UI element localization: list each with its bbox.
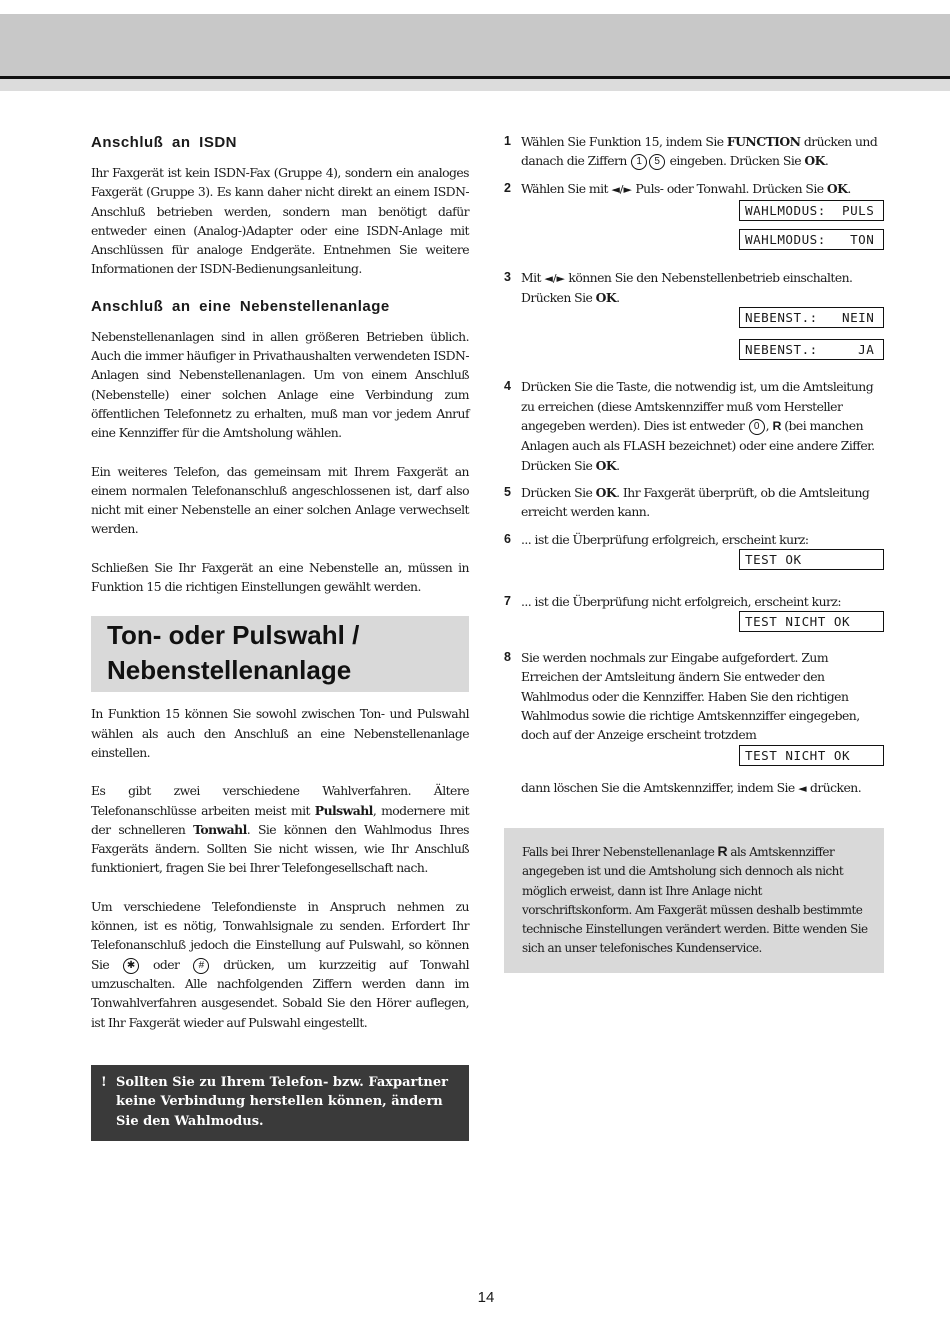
tone-dial-term: Tonwahl <box>193 821 247 837</box>
section-heading-line-1: Ton- oder Pulswahl / <box>107 620 360 651</box>
warning-note <box>91 1065 469 1142</box>
services-text-b: oder <box>140 956 193 972</box>
hash-key-icon: # <box>193 958 209 974</box>
dial-modes-text-c: , modernere mit der schnelleren <box>91 802 469 837</box>
ok-key-label: OK <box>804 153 825 169</box>
step-number: 7 <box>504 593 511 608</box>
step-text <box>521 483 884 522</box>
left-arrow-key-icon: ◄ <box>798 781 807 795</box>
step-4-text-c: (bei manchen Anlagen auch als FLASH bezeichnet) oder eine andere Ziffer. Drücken Sie <box>521 418 875 473</box>
section-heading <box>107 618 455 688</box>
step-4-text-b: , <box>765 418 773 434</box>
step-8-continuation <box>504 778 884 798</box>
section-heading-line-2: Nebenstellenanlage <box>107 655 352 686</box>
arrow-keys-icon: ◄/► <box>544 271 565 285</box>
lcd-display: TEST OK <box>739 549 884 570</box>
pbx-heading: Anschluß an eine Nebenstellenanlage <box>91 297 390 315</box>
lcd-display: WAHLMODUS: TON <box>739 229 884 250</box>
services-text-a: Um verschiedene Telefondienste in Anspruch nehmen zu können, ist es nötig, Tonwahlsignale zu senden. Erfordert Ihr Telefonanschluß jedoch die Einstellung auf Pulswahl, so können Sie <box>91 898 469 972</box>
step-1-text-a: Wählen Sie Funktion 15, indem Sie <box>521 134 727 149</box>
step-number: 8 <box>504 650 511 665</box>
ok-key-label: OK <box>595 457 617 473</box>
step-8-text-c: drücken. <box>806 779 862 795</box>
step-text <box>521 778 884 798</box>
step-number: 3 <box>504 269 511 284</box>
step-text: Sie werden nochmals zur Eingabe aufgefordert. Zum Erreichen der Amtsleitung ändern Sie entweder den Wahlmodus oder die Kennziffer. Haben Sie den richtigen Wahlmodus sowie die richtige Amtskennziffer eingegeben, doch auf der Anzeige erscheint trotzdem <box>521 650 860 743</box>
step-8-text-b: dann löschen Sie die Amtskennziffer, indem Sie <box>521 779 799 795</box>
step-4-text-a: Drücken Sie die Taste, die notwendig ist, um die Amtsleitung zu erreichen (diese Amtskennziffer muß vom Hersteller angegeben werden). Dies ist entweder <box>521 379 874 434</box>
services-paragraph <box>91 897 469 1032</box>
lcd-display: WAHLMODUS: PULS <box>739 200 884 221</box>
step-text: ... ist die Überprüfung erfolgreich, erscheint kurz: <box>521 531 809 547</box>
step-6 <box>504 530 884 549</box>
arrow-keys-icon: ◄/► <box>611 182 632 196</box>
lcd-display: TEST NICHT OK <box>739 745 884 766</box>
step-3-text-b: können Sie den Nebenstellenbetrieb einschalten. Drücken Sie <box>521 269 853 306</box>
step-1-text-f: . <box>824 153 829 169</box>
header-band <box>0 14 950 79</box>
page-number: 14 <box>477 1289 495 1306</box>
star-key-icon: ✱ <box>123 958 139 974</box>
step-2-text-b: Puls- oder Tonwahl. Drücken Sie <box>631 180 827 196</box>
left-column <box>91 128 469 1141</box>
step-1-text-d: eingeben. Drücken Sie <box>666 153 805 169</box>
digit-5-key-icon: 5 <box>649 154 665 170</box>
step-number: 4 <box>504 379 511 394</box>
info-note <box>504 828 884 973</box>
step-5-text-a: Drücken Sie <box>521 484 596 500</box>
step-number: 1 <box>504 134 511 148</box>
pbx-paragraph-2: Ein weiteres Telefon, das gemeinsam mit Ihrem Faxgerät an einem normalen Telefonanschluß angeschlossenen ist, darf also nicht mit einer Nebenstelle an einer solchen Anlage verwechselt werden. <box>91 463 469 537</box>
dial-modes-paragraph <box>91 781 469 877</box>
pbx-paragraph-3: Schließen Sie Ihr Faxgerät an eine Nebenstelle an, müssen in Funktion 15 die richtigen Einstellungen gewählt werden. <box>91 559 469 595</box>
warning-icon: ! <box>101 1074 107 1090</box>
step-text <box>521 179 884 199</box>
step-1-text-c: drücken und danach die Ziffern <box>521 134 878 169</box>
lcd-display: NEBENST.: NEIN <box>739 307 884 328</box>
isdn-paragraph: Ihr Faxgerät ist kein ISDN-Fax (Gruppe 4), sondern ein analoges Faxgerät (Gruppe 3). Es kann daher nicht direkt an einem ISDN-Anschluß betrieben werden, sondern man benötigt dafür entweder einen (Analog-)Adapter oder eine ISDN-Anlage mit Anschlüssen für analoge Endgeräte. Entnehmen Sie weitere Informationen der ISDN-Bedienungsanleitung. <box>91 165 469 277</box>
step-3 <box>504 268 884 308</box>
lcd-display: NEBENST.: JA <box>739 339 884 360</box>
pulse-dial-term: Pulswahl <box>314 802 373 818</box>
step-text <box>521 377 884 474</box>
step-8 <box>504 648 884 744</box>
step-text: ... ist die Überprüfung nicht erfolgreich, erscheint kurz: <box>521 593 841 609</box>
isdn-heading: Anschluß an ISDN <box>91 134 238 151</box>
step-1 <box>504 132 884 171</box>
ok-key-label: OK <box>826 180 848 196</box>
step-3-text-a: Mit <box>521 269 545 285</box>
ok-key-label: OK <box>595 484 617 500</box>
dial-modes-text-e: . Sie können den Wahlmodus Ihres Faxgeräts ändern. Sollten Sie nicht wissen, wie Ihr Anschluß funktioniert, fragen Sie bei Ihrer Telefongesellschaft nach. <box>91 821 469 876</box>
header-subband <box>0 79 950 91</box>
step-text <box>521 268 884 308</box>
lcd-display: TEST NICHT OK <box>739 611 884 632</box>
r-key-icon: R <box>772 419 781 434</box>
step-4 <box>504 377 884 474</box>
services-text-c: drücken, um kurzzeitig auf Tonwahl umzuschalten. Alle nachfolgenden Ziffern werden dann im Tonwahlverfahren ausgesendet. Sobald Sie den Hörer auflegen, ist Ihr Faxgerät wieder auf Pulswahl eingestellt. <box>91 956 469 1030</box>
step-5 <box>504 483 884 522</box>
function-key-label: FUNCTION <box>726 134 801 149</box>
ok-key-label: OK <box>595 290 617 306</box>
right-column <box>504 132 884 973</box>
step-7 <box>504 592 884 611</box>
step-2-text-a: Wählen Sie mit <box>521 180 612 196</box>
r-key-icon: R <box>717 842 728 859</box>
info-note-text-a: Falls bei Ihrer Nebenstellenanlage <box>522 844 718 859</box>
step-number: 2 <box>504 180 511 195</box>
warning-text: Sollten Sie zu Ihrem Telefon- bzw. Faxpartner keine Verbindung herstellen können, ändern Sie den Wahlmodus. <box>116 1074 448 1129</box>
step-text <box>521 132 884 171</box>
info-note-text-b: als Amtskennziffer angegeben ist und die Amtsholung sich dennoch als nicht möglich erweist, dann ist Ihre Anlage nicht vorschriftskonform. Am Faxgerät müssen deshalb bestimmte technische Einstellungen verändert werden. Bitte wenden Sie sich an unser telefonisches Kundenservice. <box>522 844 868 956</box>
pbx-paragraph-1: Nebenstellenanlagen sind in allen größeren Betrieben üblich. Auch die immer häufiger in Privathaushalten verwendeten ISDN-Anlagen sind Nebenstellenanlagen. Um von einem Anschluß (Nebenstelle) einer solchen Anlage eine Verbindung zum öffentlichen Telefonnetz zu erhalten, muß man vor jedem Anruf eine Kennziffer für die Amtsholung wählen. <box>91 328 469 441</box>
step-number: 5 <box>504 484 511 499</box>
section-heading-box <box>91 616 469 692</box>
step-number: 6 <box>504 531 511 546</box>
intro-paragraph: In Funktion 15 können Sie sowohl zwischen Ton- und Pulswahl wählen als auch den Anschluß an eine Nebenstellenanlage einstellen. <box>91 706 469 760</box>
step-2 <box>504 179 884 199</box>
step-4-text-e: . <box>616 457 620 473</box>
digit-0-key-icon: 0 <box>749 419 765 435</box>
dial-modes-text-a: Es gibt zwei verschiedene Wahlverfahren. Ältere Telefonanschlüsse arbeiten meist mit <box>91 783 469 818</box>
step-2-text-d: . <box>847 180 851 196</box>
step-3-text-d: . <box>616 290 620 306</box>
step-5-text-c: . Ihr Faxgerät überprüft, ob die Amtsleitung erreicht werden kann. <box>521 484 870 520</box>
digit-1-key-icon: 1 <box>631 154 647 170</box>
